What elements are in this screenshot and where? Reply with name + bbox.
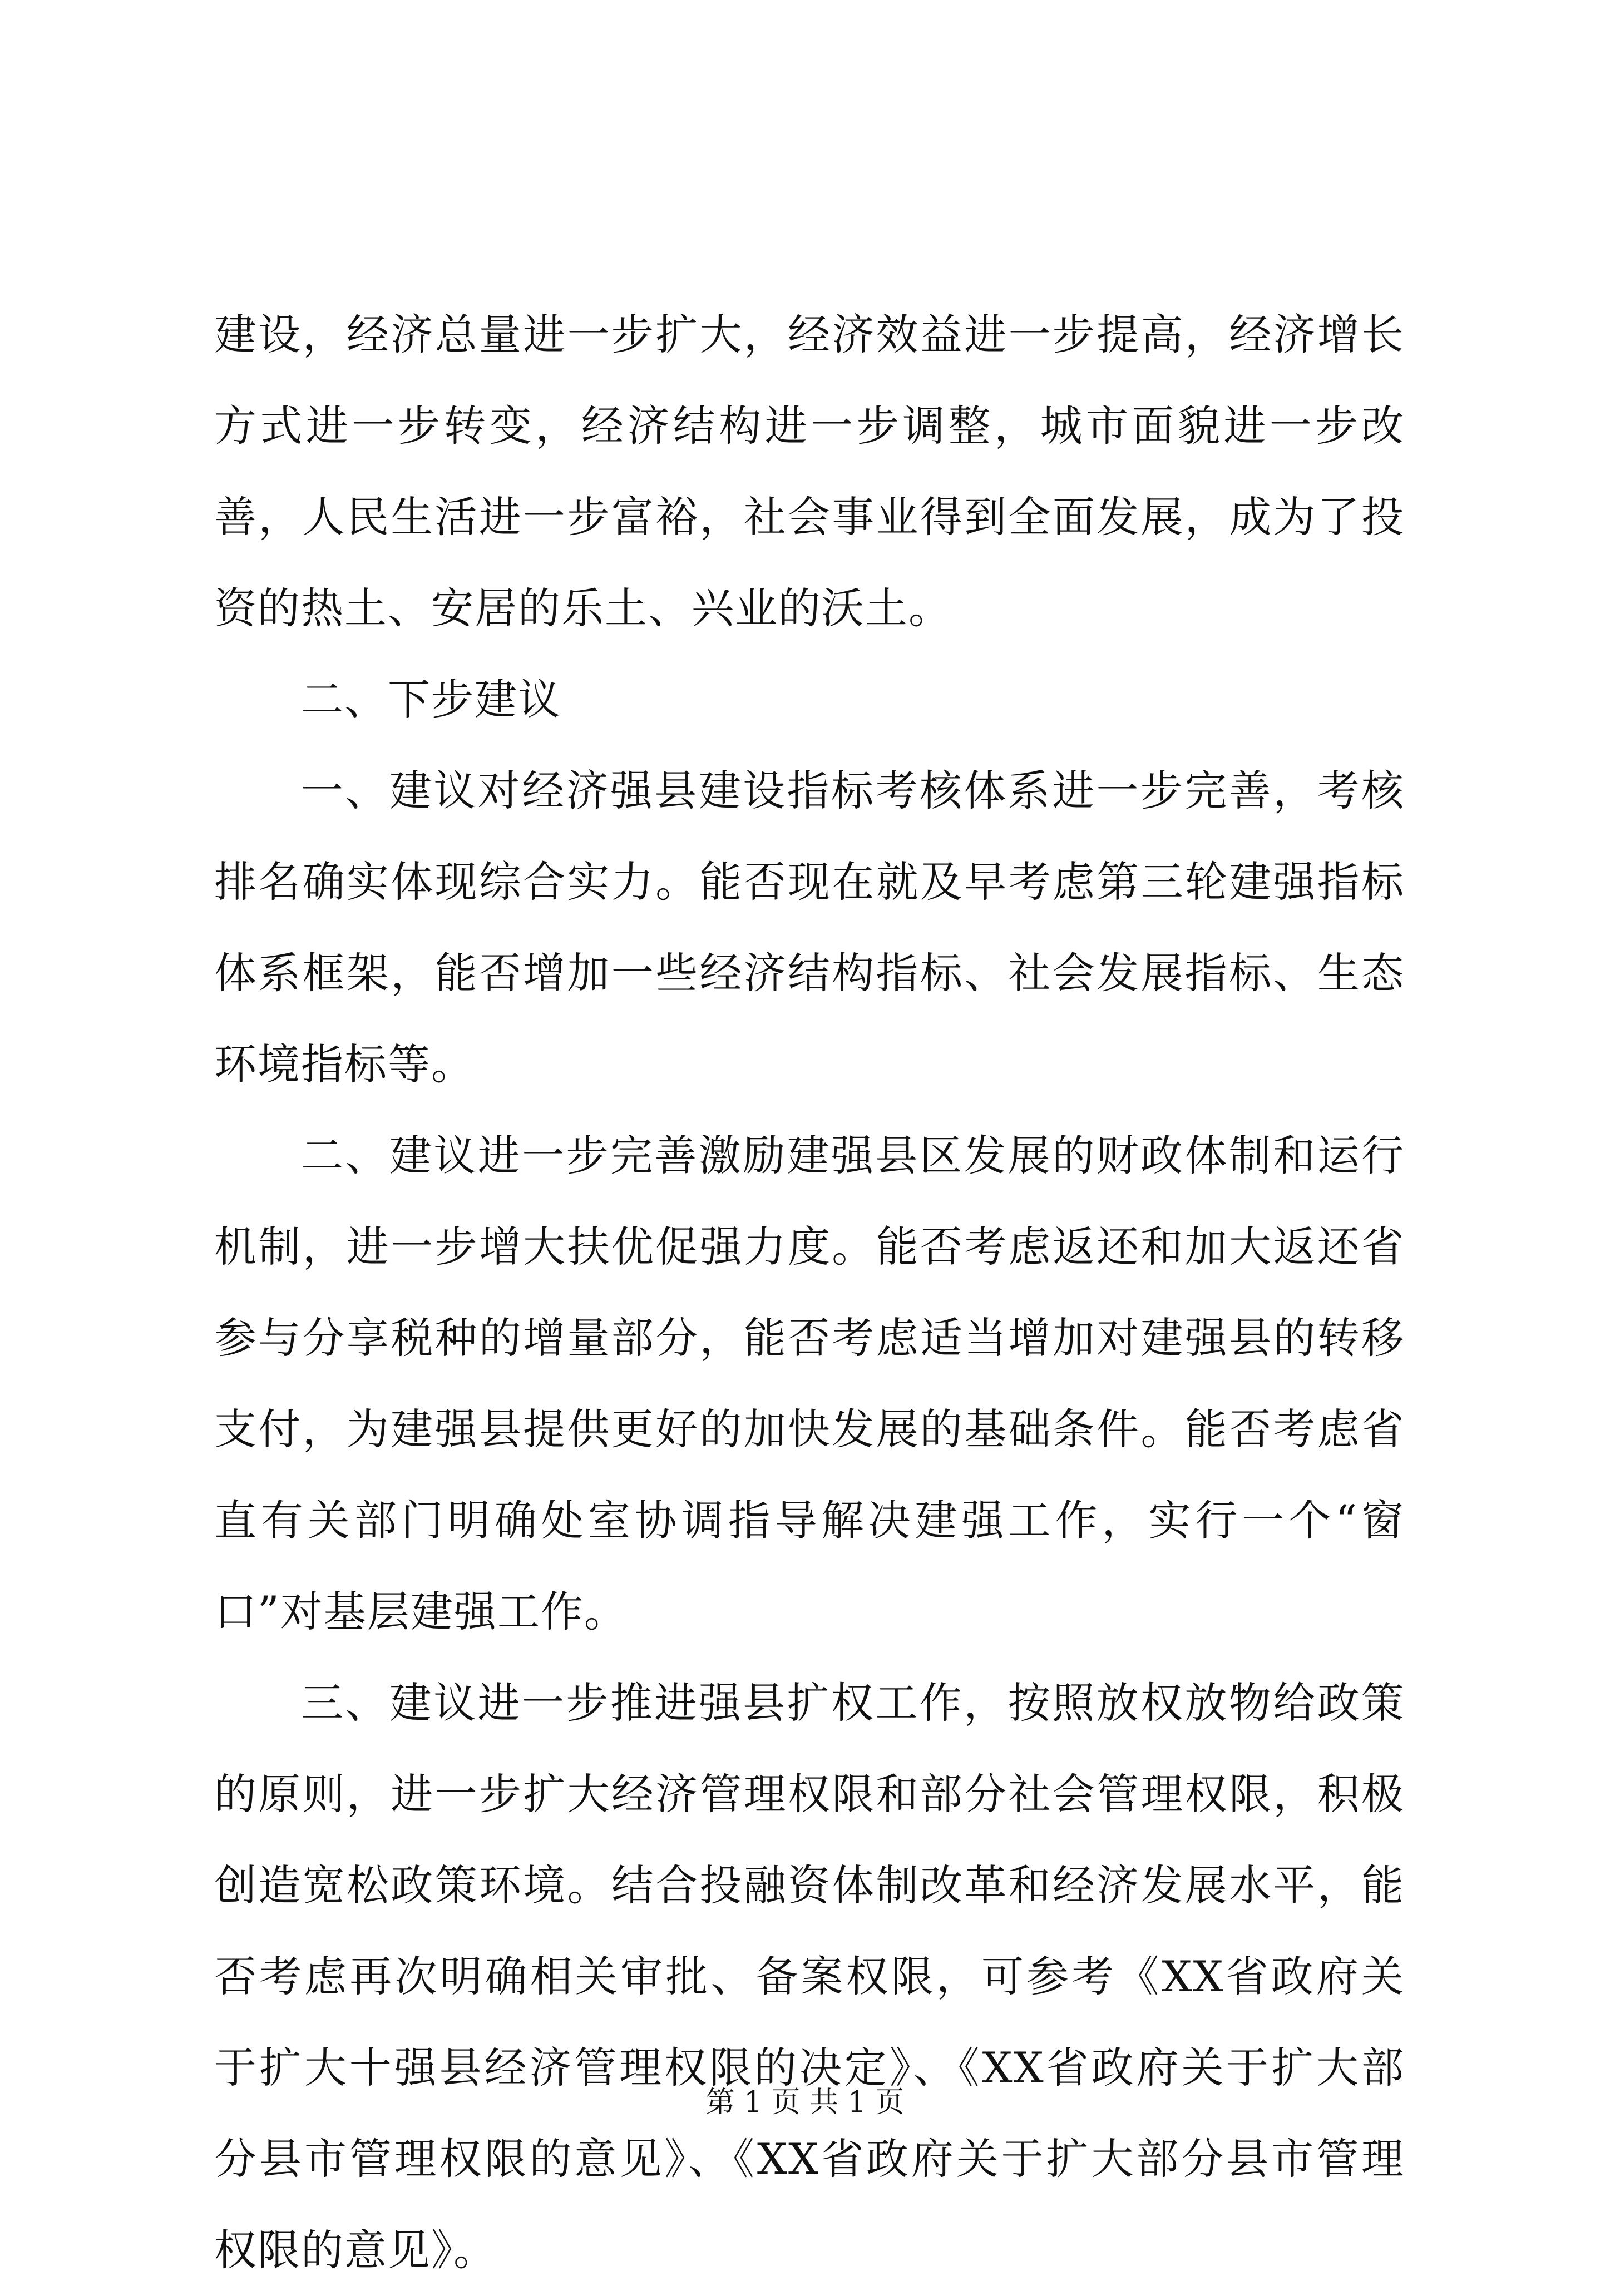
page-footer: 第 1 页 共 1 页 (705, 2086, 905, 2119)
paragraph-suggestion-2: 二、建议进一步完善激励建强县区发展的财政体制和运行机制，进一步增大扶优促强力度。能否考虑返还和加大返还省参与分享税种的增量部分，能否考虑适当增加对建强县的转移支付，为建强县提供更好的加快发展的基础条件。能否考虑省直有关部门明确处室协调指导解决建强工作，实行一个“窗口”对基层建强工作。 (214, 1131, 1405, 1636)
section-heading-next-steps: 二、下步建议 (301, 675, 561, 724)
paragraph-1: 建设，经济总量进一步扩大，经济效益进一步提高，经济增长方式进一步转变，经济结构进一步调整，城市面貌进一步改善，人民生活进一步富裕，社会事业得到全面发展，成为了投资的热土、安居的乐土、兴业的沃土。 (214, 310, 1405, 633)
paragraph-suggestion-1: 一、建议对经济强县建设指标考核体系进一步完善，考核排名确实体现综合实力。能否现在就及早考虑第三轮建强指标体系框架，能否增加一些经济结构指标、社会发展指标、生态环境指标等。 (214, 766, 1405, 1089)
document-body (214, 289, 1405, 2296)
paragraph-suggestion-3: 三、建议进一步推进强县扩权工作，按照放权放物给政策的原则，进一步扩大经济管理权限和部分社会管理权限，积极创造宽松政策环境。结合投融资体制改革和经济发展水平，能否考虑再次明确相关审批、备案权限，可参考《XX省政府关于扩大十强县经济管理权限的决定》、《XX省政府关于扩大部分县市管理权限的意见》、《XX省政府关于扩大部分县市管理权限的意见》。 (214, 1678, 1405, 2275)
